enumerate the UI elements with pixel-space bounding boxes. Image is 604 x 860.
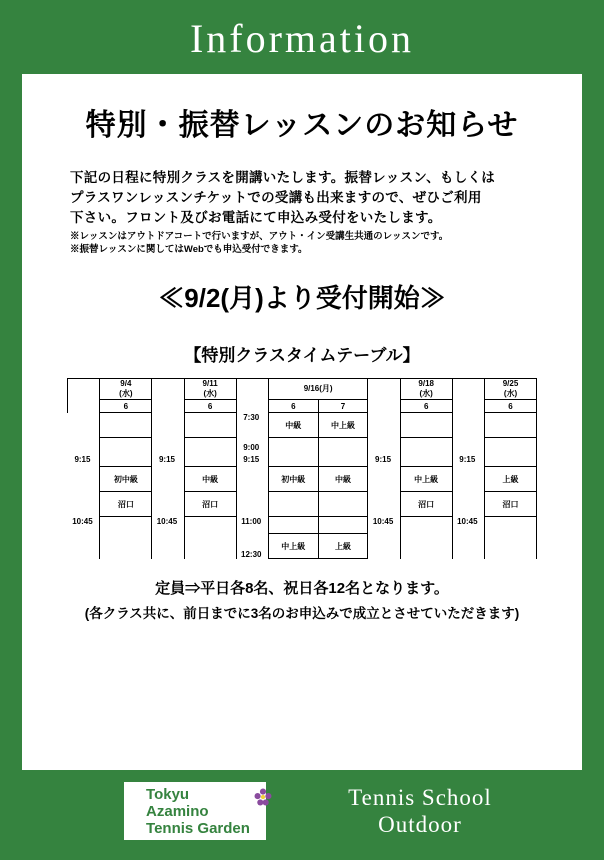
time-label-0900-blank2 <box>152 438 184 453</box>
day-header-2 <box>268 379 367 400</box>
day-weekday-1: (水) <box>203 389 217 398</box>
day-date-1: 9/11 <box>202 379 218 388</box>
class-d2-c6-am: 中級 <box>268 413 318 438</box>
time-label-1045-d3: 10:45 <box>372 516 394 526</box>
court-label-blank-2 <box>236 400 268 413</box>
slot-d3-bottom <box>400 517 452 534</box>
time-label-1100: 11:00 <box>241 516 262 526</box>
corner-cell-1 <box>152 379 184 400</box>
content-area <box>22 74 582 770</box>
slot-d4-top <box>485 413 537 438</box>
timetable-day-header-row <box>68 379 537 400</box>
class-d1-level: 中級 <box>184 467 236 492</box>
notes-block <box>70 230 534 256</box>
class-d2-c6-pm: 中上級 <box>268 534 318 559</box>
intro-line-1: 下記の日程に特別クラスを開講いたします。振替レッスン、もしくは <box>70 170 496 185</box>
class-d0-level: 初中級 <box>100 467 152 492</box>
bottom-label-blank-3 <box>368 534 400 559</box>
gap3-d2-c7 <box>318 517 368 534</box>
slot-d0-bottom <box>100 517 152 534</box>
timetable-row-0900 <box>68 438 537 453</box>
court-label-blank-4 <box>452 400 484 413</box>
day-date-2: 9/16 <box>303 384 320 393</box>
class-d4-coach: 沼口 <box>485 492 537 517</box>
mid-label-blank-1 <box>152 467 184 492</box>
day-weekday-3: (水) <box>419 389 433 398</box>
time-label-0730-blank2 <box>152 413 184 438</box>
time-label-0915-d0: 9:15 <box>74 454 91 464</box>
class-d1-coach: 沼口 <box>184 492 236 517</box>
timetable-row-mid-level <box>68 467 537 492</box>
class-d2-c7-pm: 上級 <box>318 534 368 559</box>
time-label-0900: 9:00 <box>243 443 260 452</box>
court-cell-0: 6 <box>100 400 152 413</box>
main-heading: 特別・振替レッスンのお知らせ <box>85 109 519 142</box>
gap-d2-c7 <box>318 438 368 453</box>
time-label-0730-blank3 <box>368 413 400 438</box>
slot-d3-gap <box>400 438 452 467</box>
court-cell-2b: 7 <box>318 400 368 413</box>
time-label-1045-d0: 10:45 <box>72 516 93 526</box>
time-label-0915-d4: 9:15 <box>459 454 476 464</box>
gap-d2-c6 <box>268 438 318 453</box>
minimum-note: (各クラス共に、前日までに3名のお申込みで成立とさせていただきます) <box>84 606 520 621</box>
brand-name <box>290 784 550 838</box>
court-cell-4: 6 <box>485 400 537 413</box>
corner-cell-3 <box>368 379 400 400</box>
time-label-0730-blank4 <box>452 413 484 438</box>
court-label-blank-1 <box>152 400 184 413</box>
day-header-3 <box>400 379 452 400</box>
slot-d3-top <box>400 413 452 438</box>
slot-d1-top <box>184 413 236 438</box>
time-label-1045-d1: 10:45 <box>156 516 178 526</box>
coach-label-blank-0 <box>68 492 100 517</box>
class-d3-coach: 沼口 <box>400 492 452 517</box>
day-header-1 <box>184 379 236 400</box>
class-d2-c7-am: 中上級 <box>318 413 368 438</box>
class-d2-c6-mid: 初中級 <box>268 467 318 492</box>
corner-cell-4 <box>452 379 484 400</box>
timetable-row-mid-coach <box>68 492 537 517</box>
class-d4-level: 上級 <box>485 467 537 492</box>
class-d3-level: 中上級 <box>400 467 452 492</box>
day-date-4: 9/25 <box>502 379 519 388</box>
day-weekday-4: (水) <box>503 389 518 398</box>
day-weekday-2: (月) <box>319 384 333 393</box>
day-header-4 <box>485 379 537 400</box>
gap2-d2-c7 <box>318 452 368 467</box>
page-title: Information <box>189 16 415 61</box>
intro-line-2: プラスワンレッスンチケットでの受講も出来ますので、ぜひご利用 <box>70 190 482 205</box>
frame-right-border <box>582 0 604 860</box>
logo-text <box>140 786 250 837</box>
slot-d4-bottom <box>485 517 537 534</box>
slot-d0-gap <box>100 438 152 467</box>
slot-d0-top <box>100 413 152 438</box>
time-label-0915-d1: 9:15 <box>158 454 175 464</box>
intro-line-3: 下さい。フロント及びお電話にて申込み受付をいたします。 <box>70 210 442 225</box>
time-label-0900-blank4 <box>452 438 484 453</box>
coach-label-blank-1 <box>152 492 184 517</box>
court-label-blank-3 <box>368 400 400 413</box>
intro-paragraph <box>70 168 534 228</box>
mid-label-blank-0 <box>68 467 100 492</box>
time-label-0915: 9:15 <box>243 454 260 464</box>
class-d2-c7-mid: 中級 <box>318 467 368 492</box>
time-label-0900-blank <box>68 438 100 453</box>
mid-label-blank-3 <box>368 467 400 492</box>
mid-label-blank-4 <box>452 467 484 492</box>
timetable-row-0730 <box>68 413 537 438</box>
brand-line-2: Outdoor <box>378 812 462 837</box>
timetable-court-row <box>68 400 537 413</box>
school-logo <box>124 782 266 840</box>
logo-line-2: Azamino <box>146 802 209 820</box>
court-cell-2a: 6 <box>268 400 318 413</box>
logo-line-1: Tokyu <box>146 785 190 803</box>
court-label-blank-0 <box>68 400 100 413</box>
time-label-0915-d3: 9:15 <box>375 454 392 464</box>
start-date-banner: ≪9/2(月)より受付開始≫ <box>158 283 446 313</box>
time-label-1045-d4: 10:45 <box>457 516 478 526</box>
day-weekday-0: (水) <box>119 389 133 398</box>
bottom-label-blank-0 <box>68 534 100 559</box>
slot-d4-gap <box>485 438 537 467</box>
coach-label-blank-2 <box>236 492 268 517</box>
day-date-3: 9/18 <box>418 379 434 388</box>
day-header-0 <box>100 379 152 400</box>
gap2-d2-c6 <box>268 452 318 467</box>
note-line-1: ※レッスンはアウトドアコートで行いますが、アウト・イン受講生共通のレッスンです。 <box>70 231 449 242</box>
gap3-d2-c6 <box>268 517 318 534</box>
time-label-0730-blank <box>68 413 100 438</box>
day-date-0: 9/4 <box>120 379 132 388</box>
slot-d4-foot <box>485 534 537 559</box>
slot-d1-foot <box>184 534 236 559</box>
corner-cell-0 <box>68 379 100 400</box>
coach-label-blank-3 <box>368 492 400 517</box>
class-d0-coach: 沼口 <box>100 492 152 517</box>
timetable-row-1045 <box>68 517 537 534</box>
flower-icon <box>254 788 272 806</box>
slot-d3-foot <box>400 534 452 559</box>
brand-line-1: Tennis School <box>348 785 492 810</box>
class-d2-c7-mid-blank <box>318 492 368 517</box>
coach-label-blank-4 <box>452 492 484 517</box>
slot-d0-foot <box>100 534 152 559</box>
bottom-label-blank-1 <box>152 534 184 559</box>
court-cell-1: 6 <box>184 400 236 413</box>
timetable-wrapper <box>67 378 537 559</box>
timetable-title: 【特別クラスタイムテーブル】 <box>184 346 420 365</box>
frame-left-border <box>0 0 22 860</box>
court-cell-3: 6 <box>400 400 452 413</box>
timetable <box>67 378 537 559</box>
slot-d1-bottom <box>184 517 236 534</box>
time-label-0900-blank3 <box>368 438 400 453</box>
mid-label-blank-2 <box>236 467 268 492</box>
corner-cell-2 <box>236 379 268 400</box>
class-d2-c6-mid-blank <box>268 492 318 517</box>
bottom-label-blank-4 <box>452 534 484 559</box>
time-label-0730: 7:30 <box>243 412 260 422</box>
slot-d1-gap <box>184 438 236 467</box>
note-line-2: ※振替レッスンに関してはWebでも申込受付できます。 <box>70 244 308 255</box>
capacity-note: 定員⇒平日各8名、祝日各12名となります。 <box>155 580 449 597</box>
time-label-1230: 12:30 <box>241 549 262 559</box>
logo-line-3: Tennis Garden <box>146 819 250 837</box>
